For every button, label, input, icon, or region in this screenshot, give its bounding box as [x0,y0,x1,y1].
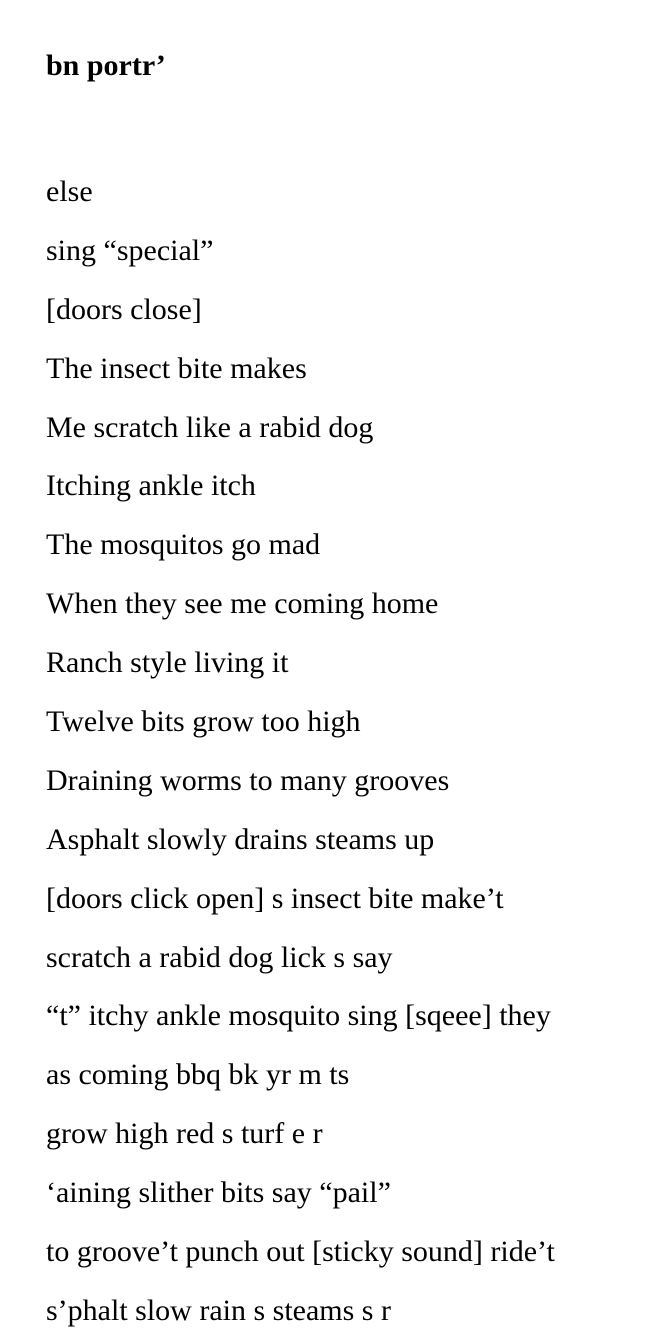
poem-line: Twelve bits grow too high [46,705,361,739]
poem-line: sing “special” [46,233,214,267]
poem-line: s’phalt slow rain s steams s r [46,1293,391,1327]
poem-line: grow high red s turf e r [46,1117,323,1151]
poem-line: The insect bite makes [46,351,307,385]
poem-body [46,163,555,1341]
poem-line: Me scratch like a rabid dog [46,410,374,444]
poem-line: scratch a rabid dog lick s say [46,940,393,974]
poem-line: Draining worms to many grooves [46,763,450,797]
poem-line: “t” itchy ankle mosquito sing [sqeee] they [46,999,551,1033]
poem-line: ‘aining slither bits say “pail” [46,1176,391,1210]
poem-line: as coming bbq bk yr m ts [46,1058,350,1092]
poem-line: Asphalt slowly drains steams up [46,822,435,856]
poem-line: to groove’t punch out [sticky sound] ride’t [46,1235,555,1269]
poem-line: [doors close] [46,292,202,326]
poem-line: Ranch style living it [46,646,289,680]
poem-line: else [46,175,93,208]
poem-line: When they see me coming home [46,587,439,621]
poem-line: [doors click open] s insect bite make’t [46,881,504,915]
poem-line: Itching ankle itch [46,469,256,503]
poem-title: bn portr’ [46,49,166,82]
poem-line: The mosquitos go mad [46,528,321,562]
